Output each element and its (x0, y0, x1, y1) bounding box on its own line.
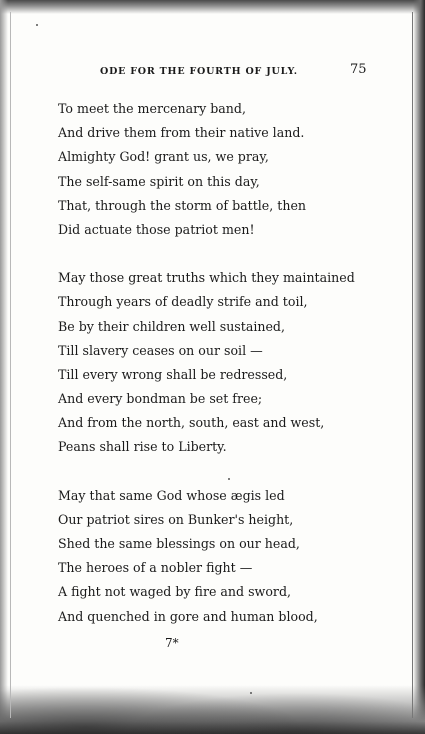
signature-mark: 7* (165, 636, 179, 650)
poem-line: Shed the same blessings on our head, (58, 536, 300, 551)
stanza-break (58, 460, 378, 484)
poem-line: Till every wrong shall be redressed, (58, 366, 288, 382)
poem-line: The self-same spirit on this day, (58, 173, 260, 189)
stanza-1 (58, 97, 378, 242)
scan-edge-left (0, 0, 8, 734)
poem-line: Almighty God! grant us, we pray, (58, 149, 269, 165)
poem-line: And every bondman be set free; (58, 391, 263, 407)
scan-speck (36, 24, 38, 26)
page-number: 75 (350, 62, 367, 77)
poem-line: May that same God whose ægis led (58, 487, 285, 503)
scan-speck (250, 692, 252, 694)
poem-line: The heroes of a nobler fight — (58, 560, 253, 576)
page-header (0, 62, 425, 82)
poem-line: Through years of deadly strife and toil, (58, 294, 308, 310)
poem-line: Be by their children well sustained, (58, 318, 285, 334)
poem-line: Did actuate those patriot men! (58, 221, 255, 237)
poem-line: And quenched in gore and human blood, (58, 608, 318, 624)
poem-line: And drive them from their native land. (58, 125, 305, 141)
poem-line: Peans shall rise to Liberty. (58, 439, 227, 455)
running-title: ODE FOR THE FOURTH OF JULY. (100, 66, 298, 77)
poem-body (58, 97, 378, 629)
poem-line: May those great truths which they maintained (58, 270, 355, 286)
poem-line: A fight not waged by fire and sword, (58, 584, 292, 600)
stanza-break (58, 242, 378, 266)
poem-line: Our patriot sires on Bunker's height, (58, 511, 294, 527)
poem-line: Till slavery ceases on our soil — (58, 342, 263, 358)
poem-line: That, through the storm of battle, then (58, 197, 307, 213)
scan-edge-right (413, 0, 425, 734)
poem-line: To meet the mercenary band, (58, 101, 246, 116)
stanza-2 (58, 266, 378, 460)
poem-line: And from the north, south, east and west, (58, 415, 325, 431)
scan-speck (228, 478, 230, 480)
stanza-3 (58, 484, 378, 629)
